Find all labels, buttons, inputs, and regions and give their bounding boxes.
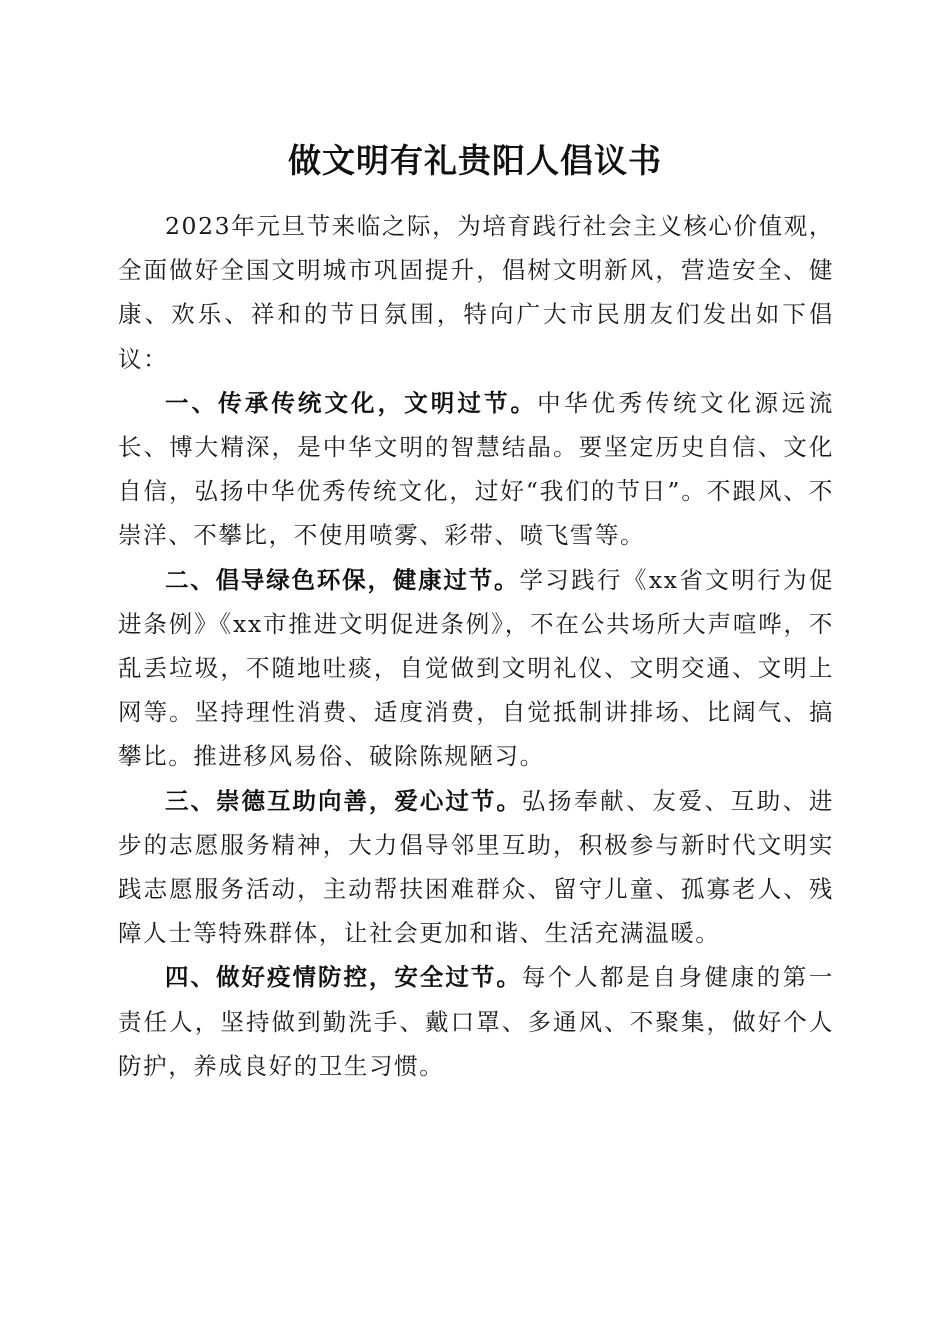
section-heading-2: 二、倡导绿色环保，健康过节。 bbox=[165, 565, 520, 594]
section-heading-4: 四、做好疫情防控，安全过节。 bbox=[165, 963, 522, 992]
section-body-1: 中华优秀传统文化源远流长、博大精深，是中华文明的智慧结晶。要坚定历史自信、文化自信，弘扬中华优秀传统文化，过好“我们的节日”。不跟风、不崇洋、不攀比，不使用喷雾、彩带、喷飞雪等。 bbox=[118, 388, 834, 550]
section-body-2: 学习践行《xx省文明行为促进条例》《xx市推进文明促进条例》，不在公共场所大声喧哗，不乱丢垃圾，不随地吐痰，自觉做到文明礼仪、文明交通、文明上网等。坚持理性消费、适度消费，自觉抵制讲排场、比阔气、搞攀比。推进移风易俗、破除陈规陋习。 bbox=[118, 565, 835, 771]
section-body-3: 弘扬奉献、友爱、互助、进步的志愿服务精神，大力倡导邻里互助，积极参与新时代文明实践志愿服务活动，主动帮扶困难群众、留守儿童、孤寡老人、残障人士等特殊群体，让社会更加和谐、生活充满温暖。 bbox=[118, 786, 835, 948]
document-title: 做文明有礼贵阳人倡议书 bbox=[288, 141, 662, 180]
section-paragraph-3 bbox=[118, 779, 834, 956]
section-body-4: 每个人都是自身健康的第一责任人，坚持做到勤洗手、戴口罩、多通风、不聚集，做好个人防护，养成良好的卫生习惯。 bbox=[118, 963, 835, 1080]
section-paragraph-2 bbox=[118, 558, 834, 779]
intro-paragraph: 2023年元旦节来临之际，为培育践行社会主义核心价值观，全面做好全国文明城市巩固提升，倡树文明新风，营造安全、健康、欢乐、祥和的节日氛围，特向广大市民朋友们发出如下倡议： bbox=[118, 212, 834, 373]
section-heading-3: 三、崇德互助向善，爱心过节。 bbox=[165, 786, 522, 815]
section-paragraph-1 bbox=[118, 381, 834, 558]
document-body bbox=[118, 204, 834, 1088]
section-heading-1: 一、传承传统文化，文明过节。 bbox=[165, 388, 538, 417]
section-paragraph-4 bbox=[118, 955, 834, 1088]
